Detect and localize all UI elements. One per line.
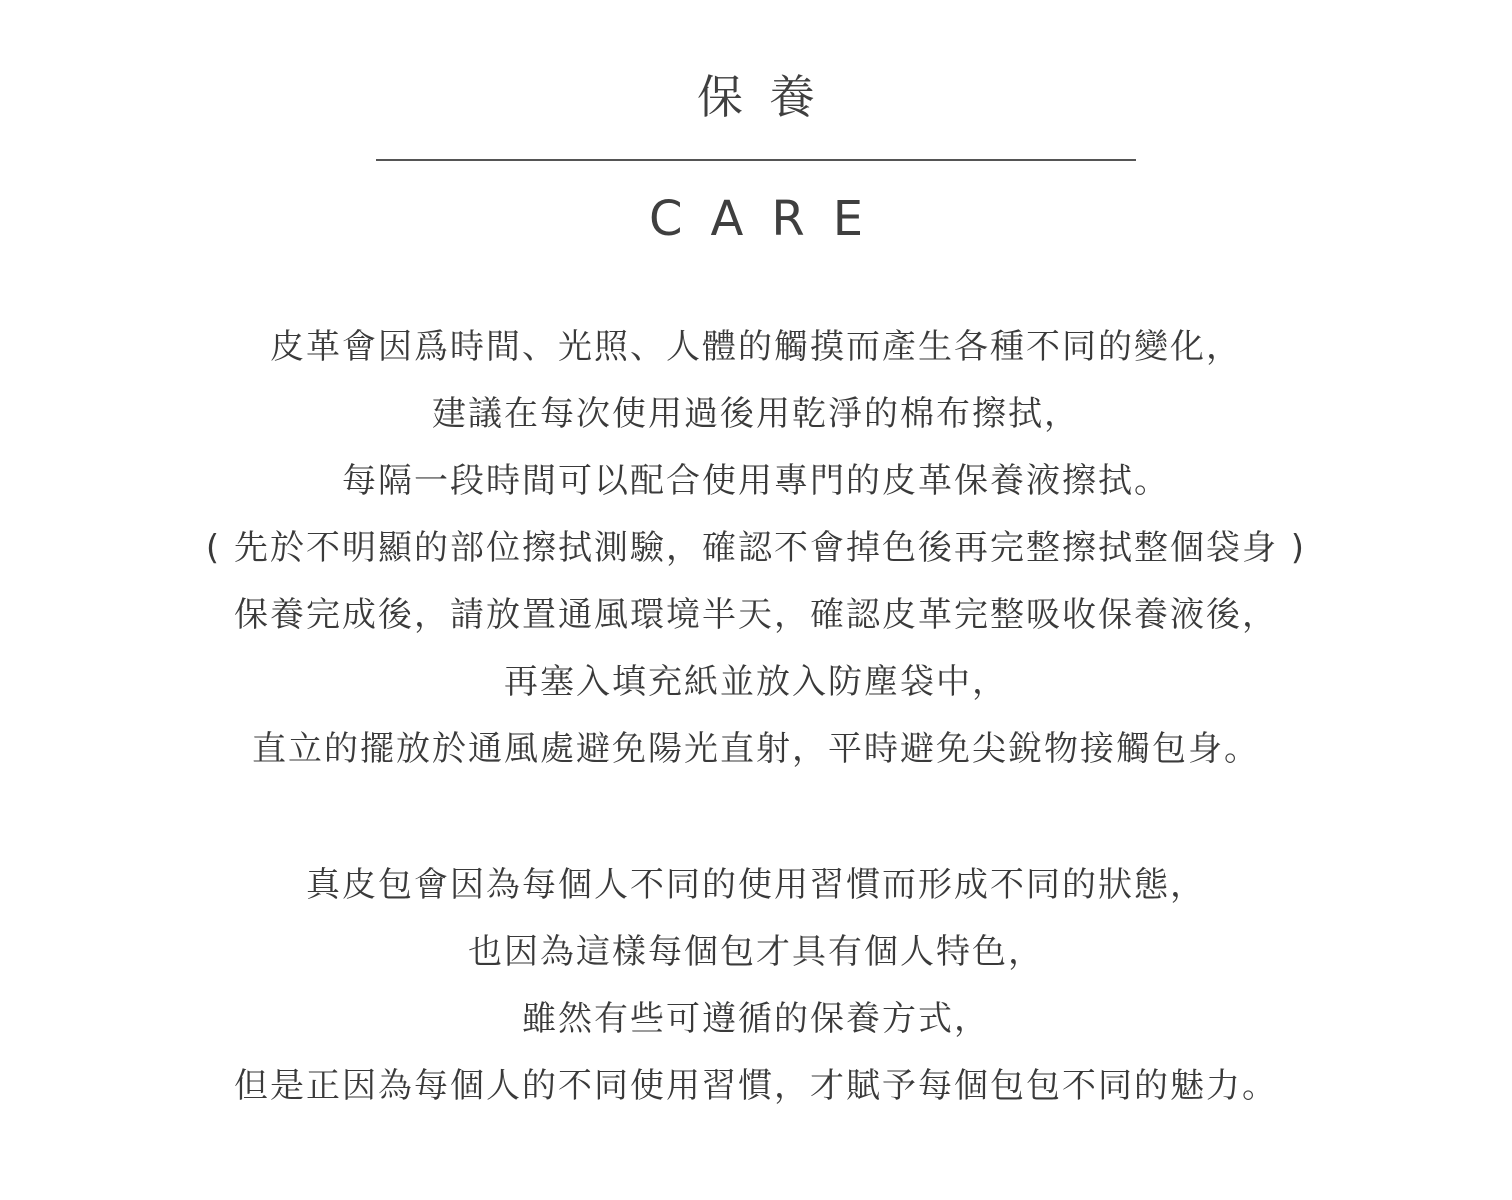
paragraph-line: 直立的擺放於通風處避免陽光直射，平時避免尖銳物接觸包身。	[252, 729, 1260, 769]
paragraph-line: 保養完成後，請放置通風環境半天，確認皮革完整吸收保養液後，	[234, 595, 1278, 635]
paragraph-line: 雖然有些可遵循的保養方式，	[522, 999, 990, 1039]
care-instructions-paragraph	[0, 314, 1512, 783]
paragraph-line: 再塞入填充紙並放入防塵袋中，	[504, 662, 1008, 702]
page-title-english: CARE	[648, 191, 892, 247]
title-divider	[376, 159, 1136, 161]
leather-character-paragraph	[0, 852, 1512, 1120]
page-title-chinese: 保養	[697, 70, 841, 124]
paragraph-line: 每隔一段時間可以配合使用專門的皮革保養液擦拭。	[342, 461, 1170, 501]
paragraph-line: 但是正因為每個人的不同使用習慣，才賦予每個包包不同的魅力。	[234, 1066, 1278, 1106]
paragraph-line: 也因為這樣每個包才具有個人特色，	[468, 932, 1044, 972]
paragraph-line: ( 先於不明顯的部位擦拭測驗，確認不會掉色後再完整擦拭整個袋身 )	[205, 528, 1307, 568]
paragraph-line: 皮革會因爲時間、光照、人體的觸摸而產生各種不同的變化，	[270, 327, 1242, 367]
paragraph-line: 建議在每次使用過後用乾淨的棉布擦拭，	[432, 394, 1080, 434]
paragraph-line: 真皮包會因為每個人不同的使用習慣而形成不同的狀態，	[306, 865, 1206, 905]
